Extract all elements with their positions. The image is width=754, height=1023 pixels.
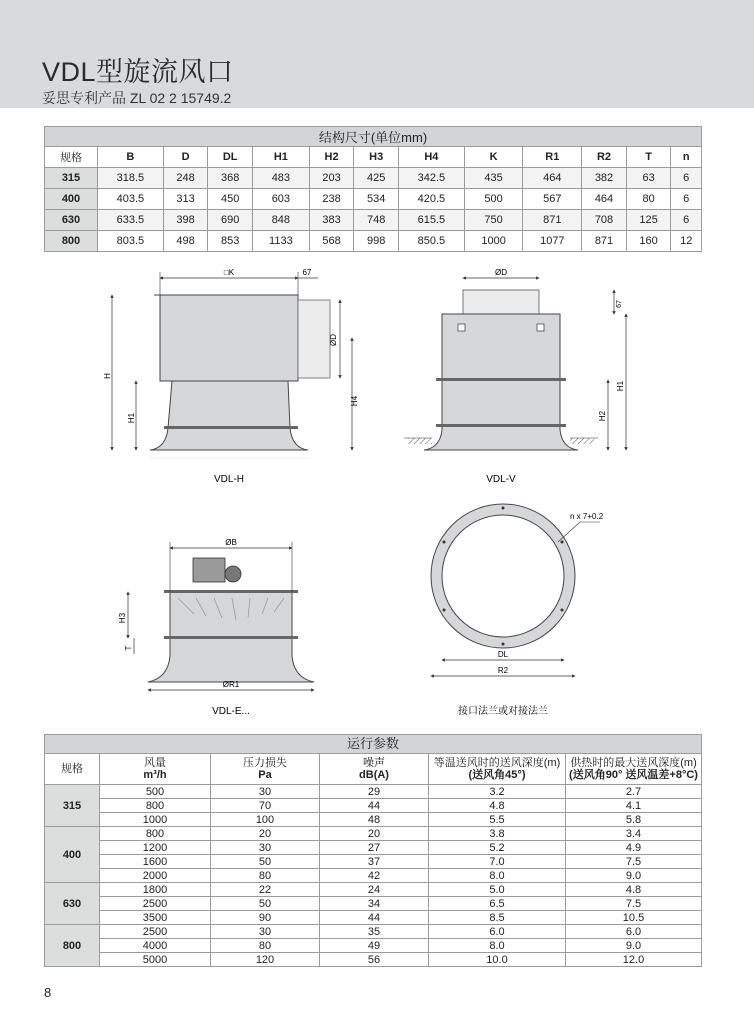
vdl-h-caption: VDL-H [213, 474, 245, 485]
size-cell: 630 [45, 210, 98, 231]
table-row [45, 813, 702, 827]
col-heat-depth: 供热时的最大送风深度(m) (送风角90° 送风温差+8°C) [566, 754, 702, 785]
dim-cell: 708 [582, 210, 627, 231]
table-row [45, 953, 702, 967]
dim-cell: 12 [671, 231, 702, 252]
perf-cell: 80 [211, 939, 320, 953]
dim-cell: 1133 [252, 231, 309, 252]
perf-cell: 6.5 [429, 897, 566, 911]
perf-cell: 100 [211, 813, 320, 827]
vdl-e-t-label: T [124, 645, 133, 651]
dim-header-cell: 规格 [45, 147, 98, 168]
dim-cell: 435 [464, 168, 523, 189]
perf-cell: 50 [211, 897, 320, 911]
dim-cell: 803.5 [98, 231, 164, 252]
table-row [45, 231, 702, 252]
dim-header-cell: R1 [523, 147, 582, 168]
perf-cell: 1000 [100, 813, 211, 827]
dim-cell: 567 [523, 189, 582, 210]
perf-cell: 500 [100, 785, 211, 799]
perf-cell: 4.8 [429, 799, 566, 813]
dim-cell: 203 [309, 168, 354, 189]
size-cell: 630 [45, 883, 100, 925]
perf-cell: 37 [320, 855, 429, 869]
perf-cell: 24 [320, 883, 429, 897]
dim-cell: 464 [523, 168, 582, 189]
perf-cell: 30 [211, 925, 320, 939]
perf-cell: 8.0 [429, 939, 566, 953]
flange-holes-label: n x 7+0.2 [570, 512, 604, 521]
perf-cell: 7.5 [566, 897, 702, 911]
perf-cell: 2.7 [566, 785, 702, 799]
flange-caption: 接口法兰或对接法兰 [458, 706, 548, 717]
dim-cell: 382 [582, 168, 627, 189]
dim-header-cell: D [163, 147, 208, 168]
dim-cell: 6 [671, 189, 702, 210]
vdl-h-h-label: H [103, 373, 112, 379]
dim-cell: 160 [626, 231, 671, 252]
vdl-v-drawing [404, 268, 626, 485]
perf-cell: 3.8 [429, 827, 566, 841]
dim-cell: 998 [354, 231, 399, 252]
perf-cell: 49 [320, 939, 429, 953]
perf-cell: 5.2 [429, 841, 566, 855]
dim-cell: 450 [208, 189, 253, 210]
dim-cell: 383 [309, 210, 354, 231]
col-size: 规格 [45, 754, 100, 785]
dim-cell: 871 [523, 210, 582, 231]
perf-cell: 20 [211, 827, 320, 841]
table-row [45, 883, 702, 897]
dim-header-cell: H4 [399, 147, 465, 168]
dim-cell: 342.5 [399, 168, 465, 189]
table-row [45, 827, 702, 841]
col-airflow: 风量 m³/h [100, 754, 211, 785]
vdl-h-k-label: □K [223, 268, 235, 277]
perf-cell: 6.0 [429, 925, 566, 939]
perf-cell: 4.9 [566, 841, 702, 855]
perf-cell: 10.0 [429, 953, 566, 967]
dim-cell: 871 [582, 231, 627, 252]
perf-cell: 44 [320, 799, 429, 813]
perf-cell: 12.0 [566, 953, 702, 967]
perf-cell: 1600 [100, 855, 211, 869]
table-row [45, 799, 702, 813]
table-row [45, 168, 702, 189]
table-row [45, 897, 702, 911]
dim-header-cell: T [626, 147, 671, 168]
perf-cell: 30 [211, 841, 320, 855]
perf-cell: 4000 [100, 939, 211, 953]
perf-cell: 42 [320, 869, 429, 883]
size-cell: 400 [45, 189, 98, 210]
vdl-h-h4-label: H4 [350, 395, 359, 407]
dim-header-cell: n [671, 147, 702, 168]
perf-cell: 6.0 [566, 925, 702, 939]
dim-cell: 1000 [464, 231, 523, 252]
dim-header-cell: H3 [354, 147, 399, 168]
vdl-e-h3-label: H3 [118, 612, 127, 624]
col-pressure: 压力损失 Pa [211, 754, 320, 785]
dim-cell: 615.5 [399, 210, 465, 231]
dim-cell: 464 [582, 189, 627, 210]
dim-cell: 6 [671, 210, 702, 231]
page-number: 8 [44, 985, 52, 1000]
perf-cell: 1800 [100, 883, 211, 897]
dim-cell: 368 [208, 168, 253, 189]
perf-cell: 2000 [100, 869, 211, 883]
perf-cell: 8.0 [429, 869, 566, 883]
page-header [0, 0, 754, 108]
perf-cell: 50 [211, 855, 320, 869]
table-row [45, 925, 702, 939]
table-row [45, 189, 702, 210]
perf-cell: 90 [211, 911, 320, 925]
dim-cell: 690 [208, 210, 253, 231]
perf-cell: 4.8 [566, 883, 702, 897]
perf-cell: 29 [320, 785, 429, 799]
dim-header-cell: K [464, 147, 523, 168]
table-row [45, 855, 702, 869]
vdl-v-caption: VDL-V [486, 474, 516, 485]
perf-cell: 70 [211, 799, 320, 813]
dim-cell: 748 [354, 210, 399, 231]
dim-cell: 848 [252, 210, 309, 231]
table-row [45, 210, 702, 231]
dim-cell: 420.5 [399, 189, 465, 210]
size-cell: 315 [45, 168, 98, 189]
perf-cell: 4.1 [566, 799, 702, 813]
dim-cell: 6 [671, 168, 702, 189]
dim-cell: 238 [309, 189, 354, 210]
table-row [45, 841, 702, 855]
perf-cell: 35 [320, 925, 429, 939]
perf-cell: 9.0 [566, 869, 702, 883]
col-iso-depth: 等温送风时的送风深度(m) (送风角45°) [429, 754, 566, 785]
dim-cell: 1077 [523, 231, 582, 252]
dim-cell: 403.5 [98, 189, 164, 210]
dim-cell: 80 [626, 189, 671, 210]
perf-cell: 7.0 [429, 855, 566, 869]
dim-header-cell: R2 [582, 147, 627, 168]
perf-cell: 2500 [100, 897, 211, 911]
dim-cell: 853 [208, 231, 253, 252]
vdl-h-h1-label: H1 [127, 412, 136, 424]
table-row [45, 869, 702, 883]
perf-cell: 30 [211, 785, 320, 799]
dim-cell: 483 [252, 168, 309, 189]
vdl-h-drawing [103, 268, 359, 485]
dim-cell: 248 [163, 168, 208, 189]
dim-header-cell: H1 [252, 147, 309, 168]
perf-cell: 1200 [100, 841, 211, 855]
dim-header-cell: B [98, 147, 164, 168]
dim-cell: 850.5 [399, 231, 465, 252]
performance-table [44, 734, 702, 967]
perf-cell: 800 [100, 827, 211, 841]
perf-cell: 22 [211, 883, 320, 897]
dim-cell: 498 [163, 231, 208, 252]
vdl-e-r1-label: ØR1 [222, 680, 240, 689]
dim-cell: 313 [163, 189, 208, 210]
dim-cell: 500 [464, 189, 523, 210]
perf-cell: 5000 [100, 953, 211, 967]
perf-cell: 56 [320, 953, 429, 967]
perf-cell: 9.0 [566, 939, 702, 953]
performance-table-caption: 运行参数 [45, 735, 702, 754]
dimensions-table-caption: 结构尺寸(单位mm) [45, 127, 702, 147]
perf-cell: 27 [320, 841, 429, 855]
page-title: VDL型旋流风口 [42, 57, 234, 87]
perf-cell: 80 [211, 869, 320, 883]
perf-cell: 5.8 [566, 813, 702, 827]
table-row [45, 785, 702, 799]
vdl-e-caption: VDL-E... [212, 706, 250, 717]
size-cell: 400 [45, 827, 100, 883]
dimensions-table [44, 126, 702, 252]
vdl-h-67-label: 67 [302, 268, 312, 277]
vdl-v-h1-label: H1 [616, 380, 625, 392]
dim-cell: 63 [626, 168, 671, 189]
dim-cell: 398 [163, 210, 208, 231]
dim-cell: 125 [626, 210, 671, 231]
perf-cell: 7.5 [566, 855, 702, 869]
perf-cell: 48 [320, 813, 429, 827]
size-cell: 800 [45, 925, 100, 967]
patent-subtitle: 妥思专利产品 ZL 02 2 15749.2 [42, 90, 232, 106]
dim-cell: 603 [252, 189, 309, 210]
flange-dl-label: DL [497, 650, 509, 659]
size-cell: 315 [45, 785, 100, 827]
size-cell: 800 [45, 231, 98, 252]
vdl-v-67-label: 67 [616, 300, 623, 308]
perf-cell: 120 [211, 953, 320, 967]
perf-cell: 20 [320, 827, 429, 841]
dim-cell: 568 [309, 231, 354, 252]
perf-cell: 5.5 [429, 813, 566, 827]
vdl-e-drawing [118, 538, 314, 717]
perf-cell: 5.0 [429, 883, 566, 897]
table-row [45, 911, 702, 925]
perf-cell: 3.4 [566, 827, 702, 841]
flange-drawing [431, 504, 604, 717]
perf-cell: 8.5 [429, 911, 566, 925]
perf-cell: 3.2 [429, 785, 566, 799]
col-noise: 噪声 dB(A) [320, 754, 429, 785]
table-row [45, 939, 702, 953]
flange-r2-label: R2 [497, 666, 509, 675]
vdl-v-d-label: ØD [495, 268, 507, 277]
perf-cell: 34 [320, 897, 429, 911]
vdl-e-b-label: ØB [225, 538, 237, 547]
dim-cell: 534 [354, 189, 399, 210]
dim-cell: 633.5 [98, 210, 164, 231]
perf-cell: 800 [100, 799, 211, 813]
perf-cell: 44 [320, 911, 429, 925]
dim-header-cell: DL [208, 147, 253, 168]
technical-drawings [0, 258, 754, 718]
dim-cell: 318.5 [98, 168, 164, 189]
perf-cell: 3500 [100, 911, 211, 925]
dim-cell: 750 [464, 210, 523, 231]
dim-cell: 425 [354, 168, 399, 189]
perf-cell: 2500 [100, 925, 211, 939]
perf-cell: 10.5 [566, 911, 702, 925]
vdl-v-h2-label: H2 [598, 410, 607, 422]
vdl-h-d-label: ØD [329, 334, 338, 346]
dim-header-cell: H2 [309, 147, 354, 168]
